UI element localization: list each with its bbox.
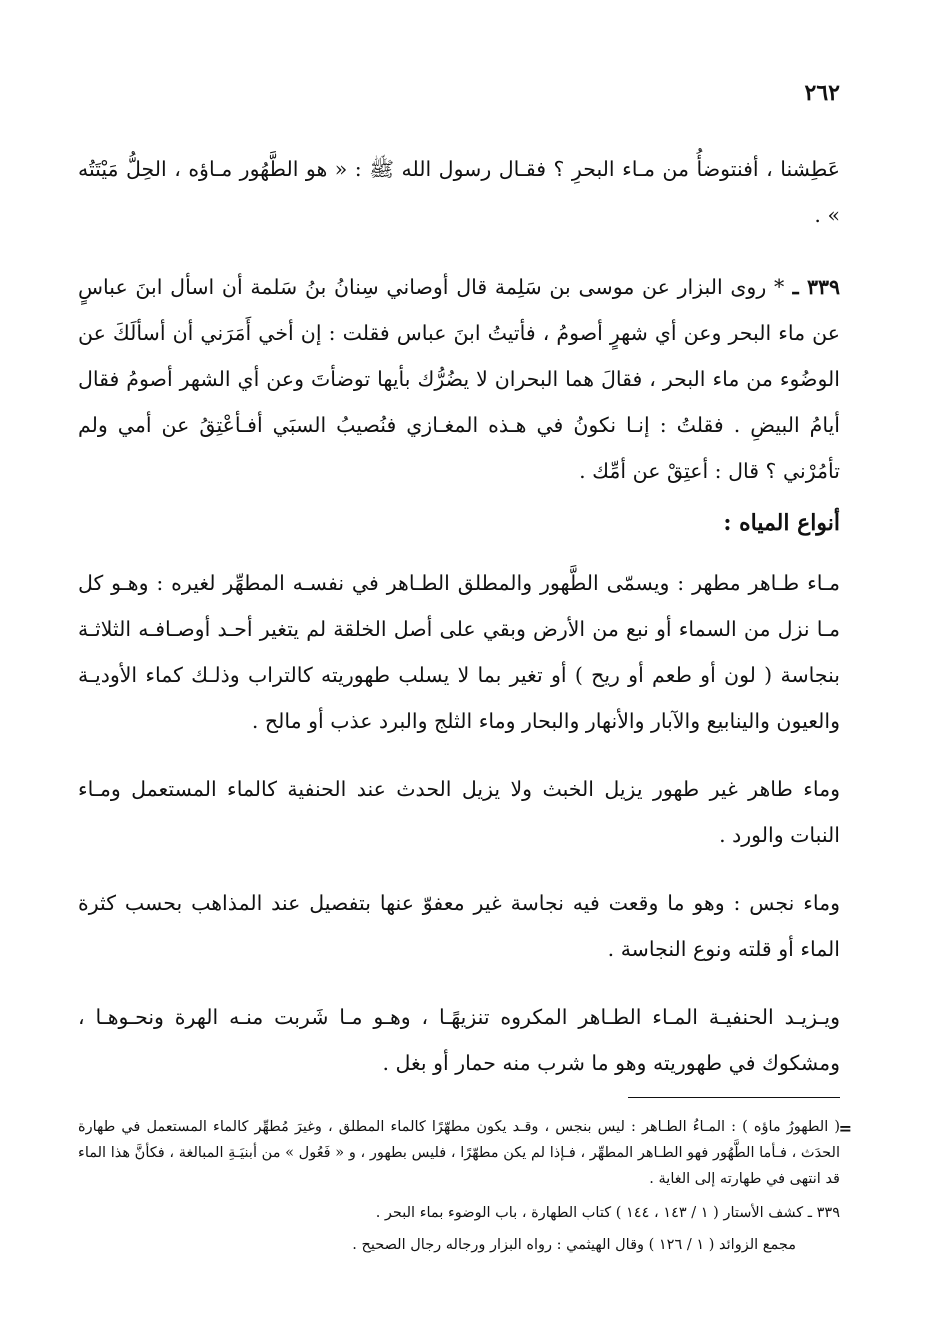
footnotes bbox=[78, 1114, 840, 1258]
hadith-number: ٣٣٩ ـ bbox=[784, 275, 840, 299]
paragraph-hadith-ending: عَطِشنا ، أفنتوضأُ من مـاء البحرِ ؟ فقـال رسول الله ﷺ : « هو الطَّهُور مـاؤه ، الحِلُّ مَيْتَتُه » . bbox=[78, 157, 840, 227]
footnote-tahur-explanation: ( الطهورُ ماؤه ) : المـاءُ الطـاهر : ليس بنجس ، وقـد يكون مطهّرًا كالماء المطلق ، وغيرَ مُطهِّر كالماء المستعمل في طهارة الحدَث ، فـأما الطَّهُور فهو الطـاهر المطهِّر ، فـإذا لم يكن مطهّرًا ، فليس بطهور ، و « فَعُول » من أبنيَـةِ المبالغة ، فكأنَّ هذا الماء قد انتهى في طهارته إلى الغاية . bbox=[78, 1119, 840, 1187]
paragraph-hanafi-additions: ويـزيـد الحنفيـة المـاء الطـاهر المكروه تنزيهًـا ، وهـو مـا شَربت منـه الهرة ونحـوهـا ، ومشكوك في طهوريته وهو ما شرب منه حمار أو بغل . bbox=[78, 1005, 840, 1075]
section-heading: أنواع المياه : bbox=[723, 510, 840, 536]
paragraph-pure-non-purifying-water: وماء طاهر غير طهور يزيل الخبث ولا يزيل الحدث عند الحنفية كالماء المستعمل ومـاء النبات والورد . bbox=[78, 777, 840, 847]
book-page bbox=[78, 70, 852, 1310]
footnote-source-majma: مجمع الزوائد ( ١ / ١٢٦ ) وقال الهيثمي : رواه البزار ورجاله رجال الصحيح . bbox=[352, 1237, 796, 1253]
footnote-divider bbox=[628, 1097, 840, 1098]
page-number: ٢٦٢ bbox=[804, 80, 840, 106]
paragraph-hadith-339 bbox=[78, 264, 840, 494]
main-text bbox=[78, 146, 840, 1086]
paragraph-impure-water: وماء نجس : وهو ما وقعت فيه نجاسة غير معفوّ عنها بتفصيل عند المذاهب بحسب كثرة الماء أو قلته ونوع النجاسة . bbox=[78, 891, 840, 961]
footnote-source-kashf: ٣٣٩ ـ كشف الأستار ( ١ / ١٤٣ ، ١٤٤ ) كتاب الطهارة ، باب الوضوء بماء البحر . bbox=[375, 1205, 840, 1221]
paragraph-pure-purifying-water: مـاء طـاهر مطهر : ويسمّى الطَّهور والمطلق الطـاهر في نفسـه المطهِّر لغيره : وهـو كل مـا نزل من السماء أو نبع من الأرض وبقي على أصل الخلقة لم يتغير أحـد أوصـافـه الثلاثـة بنجاسة ( لون أو طعم أو ريح ) أو تغير بما لا يسلب طهوريته كالتراب وذلـك كماء الأوديـة والعيون والينابيع والآبار والأنهار والبحار وماء الثلج والبرد عذب أو مالح . bbox=[78, 571, 840, 733]
footnote-continuation-mark: = bbox=[838, 1119, 852, 1138]
hadith-text: * روى البزار عن موسى بن سَلِمة قال أوصاني سِنانُ بنُ سَلمة أن اسأل ابنَ عباسٍ عن ماء البحر وعن أي شهرٍ أصومُ ، فأتيتُ ابنَ عباس فقلت : إن أخي أَمَرَني أن أسألَكَ عن الوضُوء من ماء البحر ، فقالَ هما البحران لا يضُرُّك بأيها توضأتَ وعن أي الشهر أصومُ فقال أيامُ البيضِ . فقلتُ : إنـا نكونُ في هـذه المغـازي فنُصيبُ السبَي أفـأعْتِقُ عن أمي ولم تأمُرْني ؟ قال : أعتِقْ عن أمِّك . bbox=[78, 275, 840, 483]
